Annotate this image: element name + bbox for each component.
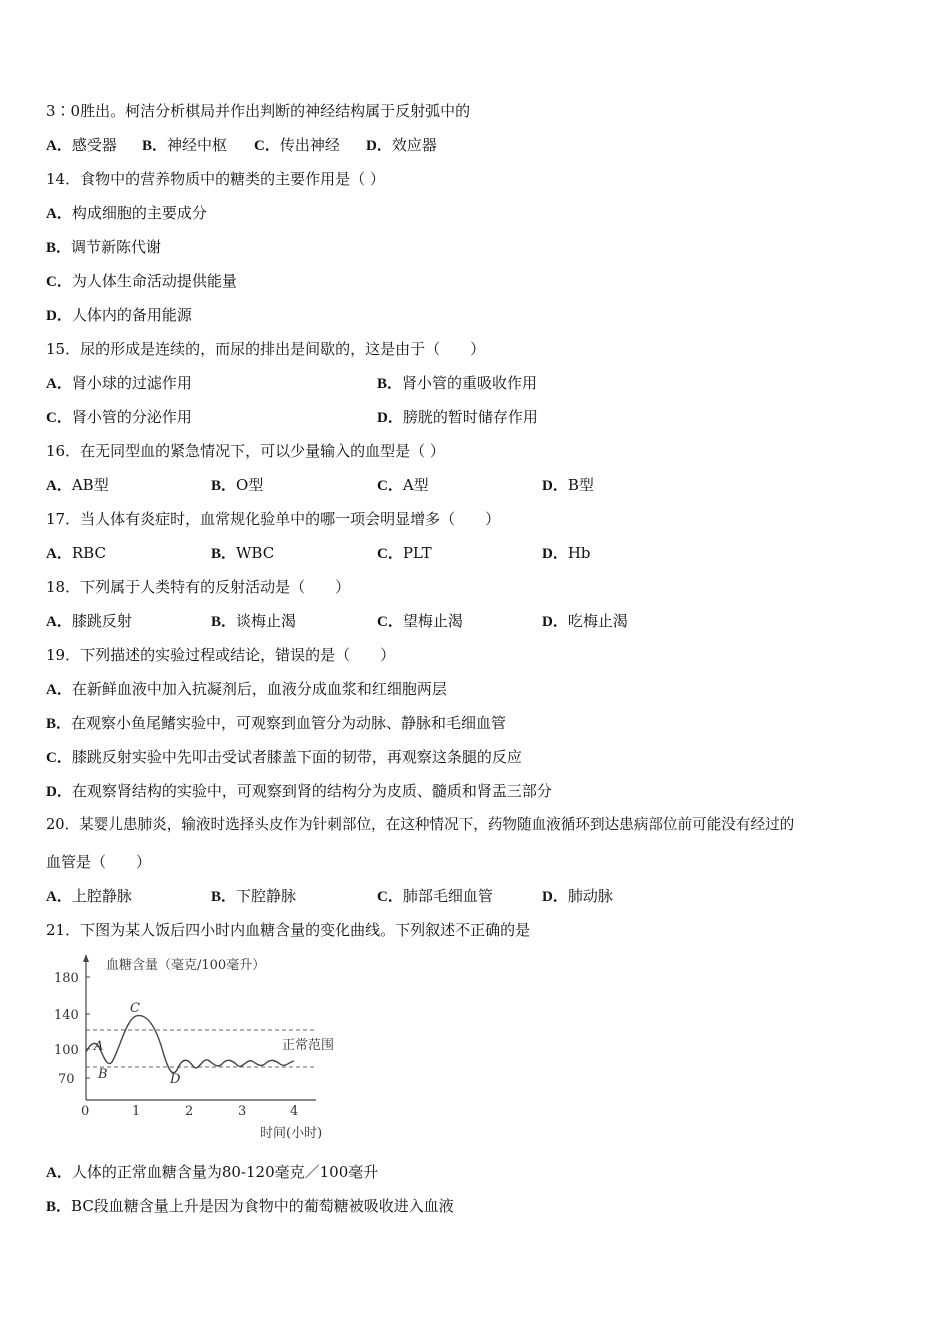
option-letter: A． <box>46 889 72 905</box>
q18-option-a[interactable] <box>46 611 132 632</box>
option-text: PLT <box>402 544 432 562</box>
q16-option-a[interactable] <box>46 475 109 496</box>
q19-option-d[interactable] <box>46 781 552 802</box>
option-text: B型 <box>567 476 594 494</box>
q21-stem: 21．下图为某人饭后四小时内血糖含量的变化曲线。下列叙述不正确的是 <box>46 921 531 939</box>
option-letter: C． <box>46 750 72 766</box>
option-letter: C． <box>46 410 72 426</box>
y-tick-label: 180 <box>54 971 79 986</box>
option-text: BC段血糖含量上升是因为食物中的葡萄糖被吸收进入血液 <box>71 1197 454 1215</box>
q20-option-d[interactable] <box>542 886 613 907</box>
q18-stem: 18．下列属于人类特有的反射活动是（ ） <box>46 578 351 596</box>
option-text: 构成细胞的主要成分 <box>71 204 207 222</box>
option-letter: B． <box>211 546 237 562</box>
x-tick-label: 3 <box>238 1104 247 1119</box>
option-letter: A． <box>46 682 72 698</box>
q14-option-b[interactable] <box>46 237 161 258</box>
q15-option-a[interactable] <box>46 373 192 394</box>
q19-stem: 19．下列描述的实验过程或结论，错误的是（ ） <box>46 646 396 664</box>
option-text: 望梅止渴 <box>402 612 463 630</box>
option-text: 膝跳反射 <box>71 612 132 630</box>
option-text: 肺部毛细血管 <box>402 887 493 905</box>
option-text: 效应器 <box>391 136 437 154</box>
q18-option-b[interactable] <box>211 611 296 632</box>
q15-option-b[interactable] <box>377 373 537 394</box>
option-letter: B． <box>211 889 237 905</box>
y-tick-label: 100 <box>54 1043 79 1058</box>
q16-stem: 16．在无同型血的紧急情况下，可以少量输入的血型是（ ） <box>46 442 445 460</box>
q17-option-b[interactable] <box>211 543 274 564</box>
option-text: 膝跳反射实验中先叩击受试者膝盖下面的韧带，再观察这条腿的反应 <box>71 748 522 766</box>
q20-stem-cont: 血管是（ ） <box>46 853 152 871</box>
option-letter: C． <box>377 546 403 562</box>
q15-stem: 15．尿的形成是连续的，而尿的排出是间歇的，这是由于（ ） <box>46 340 486 358</box>
option-text: 感受器 <box>71 136 117 154</box>
option-letter: B． <box>211 478 237 494</box>
q21-option-b[interactable] <box>46 1196 454 1217</box>
option-text: WBC <box>236 544 275 562</box>
q14-option-a[interactable] <box>46 203 207 224</box>
band-label: 正常范围 <box>282 1038 335 1053</box>
option-letter: B． <box>377 376 403 392</box>
x-tick-label: 0 <box>81 1104 90 1119</box>
option-letter: A． <box>46 614 72 630</box>
option-text: Hb <box>567 544 591 562</box>
option-text: 谈梅止渴 <box>236 612 297 630</box>
option-letter: D． <box>542 546 568 562</box>
option-letter: D． <box>366 138 392 154</box>
q19-option-c[interactable] <box>46 747 522 768</box>
option-text: 传出神经 <box>279 136 340 154</box>
q18-option-d[interactable] <box>542 611 628 632</box>
q15-option-c[interactable] <box>46 407 192 428</box>
q15-option-d[interactable] <box>377 407 538 428</box>
option-letter: C． <box>377 614 403 630</box>
option-text: 上腔静脉 <box>71 887 132 905</box>
q13-option-d[interactable] <box>366 135 437 156</box>
y-axis-arrow <box>83 954 89 962</box>
q19-option-a[interactable] <box>46 679 447 700</box>
option-letter: B． <box>46 240 72 256</box>
q19-option-b[interactable] <box>46 713 506 734</box>
point-label-d: D <box>170 1072 181 1087</box>
option-text: RBC <box>71 544 106 562</box>
option-letter: D． <box>542 478 568 494</box>
q13-stem: 3∶0胜出。柯洁分析棋局并作出判断的神经结构属于反射弧中的 <box>46 102 471 120</box>
option-letter: D． <box>542 614 568 630</box>
x-tick-label: 1 <box>132 1104 141 1119</box>
option-text: A型 <box>402 476 429 494</box>
option-letter: C． <box>377 889 403 905</box>
option-letter: D． <box>542 889 568 905</box>
option-letter: A． <box>46 138 72 154</box>
q17-option-a[interactable] <box>46 543 106 564</box>
q20-stem: 20．某婴儿患肺炎，输液时选择头皮作为针刺部位，在这种情况下，药物随血液循环到达患病部位前可能没有经过的 <box>46 816 795 833</box>
option-text: 在新鲜血液中加入抗凝剂后，血液分成血浆和红细胞两层 <box>71 680 447 698</box>
chart-xlabel: 时间(小时) <box>260 1126 323 1141</box>
option-text: 膀胱的暂时储存作用 <box>402 408 538 426</box>
point-label-a: A <box>94 1039 104 1054</box>
blood-sugar-chart <box>46 952 366 1142</box>
option-letter: C． <box>254 138 280 154</box>
option-text: 肾小管的分泌作用 <box>71 408 192 426</box>
q14-option-d[interactable] <box>46 305 192 326</box>
option-text: 肾小管的重吸收作用 <box>402 374 538 392</box>
option-text: 在观察肾结构的实验中，可观察到肾的结构分为皮质、髓质和肾盂三部分 <box>71 782 552 800</box>
point-label-b: B <box>98 1067 108 1082</box>
option-letter: A． <box>46 478 72 494</box>
q16-option-b[interactable] <box>211 475 263 496</box>
option-text: 人体内的备用能源 <box>71 306 192 324</box>
q18-option-c[interactable] <box>377 611 463 632</box>
option-letter: A． <box>46 206 72 222</box>
q21-option-a[interactable] <box>46 1162 378 1183</box>
option-text: 吃梅止渴 <box>567 612 628 630</box>
option-letter: B． <box>46 716 72 732</box>
q13-option-b[interactable] <box>142 135 227 156</box>
q17-option-d[interactable] <box>542 543 591 564</box>
x-tick-label: 4 <box>290 1104 299 1119</box>
option-text: O型 <box>236 476 264 494</box>
option-letter: D． <box>46 308 72 324</box>
option-text: 在观察小鱼尾鳍实验中，可观察到血管分为动脉、静脉和毛细血管 <box>71 714 507 732</box>
q20-option-c[interactable] <box>377 886 493 907</box>
option-letter: A． <box>46 376 72 392</box>
option-letter: A． <box>46 546 72 562</box>
q13-option-a[interactable] <box>46 135 117 156</box>
option-text: 下腔静脉 <box>236 887 297 905</box>
q13-option-c[interactable] <box>254 135 340 156</box>
option-letter: C． <box>46 274 72 290</box>
option-text: AB型 <box>71 476 109 494</box>
q17-option-c[interactable] <box>377 543 432 564</box>
option-text: 神经中枢 <box>167 136 228 154</box>
option-text: 肾小球的过滤作用 <box>71 374 192 392</box>
q16-option-d[interactable] <box>542 475 594 496</box>
option-letter: D． <box>377 410 403 426</box>
y-tick-label: 70 <box>58 1072 75 1087</box>
option-letter: B． <box>46 1199 72 1215</box>
chart-ylabel: 血糖含量（毫克/100毫升） <box>106 958 266 973</box>
q20-option-b[interactable] <box>211 886 296 907</box>
q14-stem: 14．食物中的营养物质中的糖类的主要作用是（ ） <box>46 170 385 188</box>
q14-option-c[interactable] <box>46 271 237 292</box>
x-tick-label: 2 <box>185 1104 194 1119</box>
option-letter: A． <box>46 1165 72 1181</box>
option-text: 为人体生命活动提供能量 <box>71 272 237 290</box>
blood-sugar-curve <box>86 1016 294 1073</box>
q17-stem: 17．当人体有炎症时，血常规化验单中的哪一项会明显增多（ ） <box>46 510 501 528</box>
q16-option-c[interactable] <box>377 475 429 496</box>
point-label-c: C <box>130 1001 140 1016</box>
option-text: 人体的正常血糖含量为80-120毫克／100毫升 <box>71 1163 379 1181</box>
option-text: 调节新陈代谢 <box>71 238 162 256</box>
y-tick-label: 140 <box>54 1008 79 1023</box>
option-text: 肺动脉 <box>567 887 613 905</box>
q20-option-a[interactable] <box>46 886 132 907</box>
option-letter: D． <box>46 784 72 800</box>
option-letter: B． <box>211 614 237 630</box>
option-letter: C． <box>377 478 403 494</box>
option-letter: B． <box>142 138 168 154</box>
